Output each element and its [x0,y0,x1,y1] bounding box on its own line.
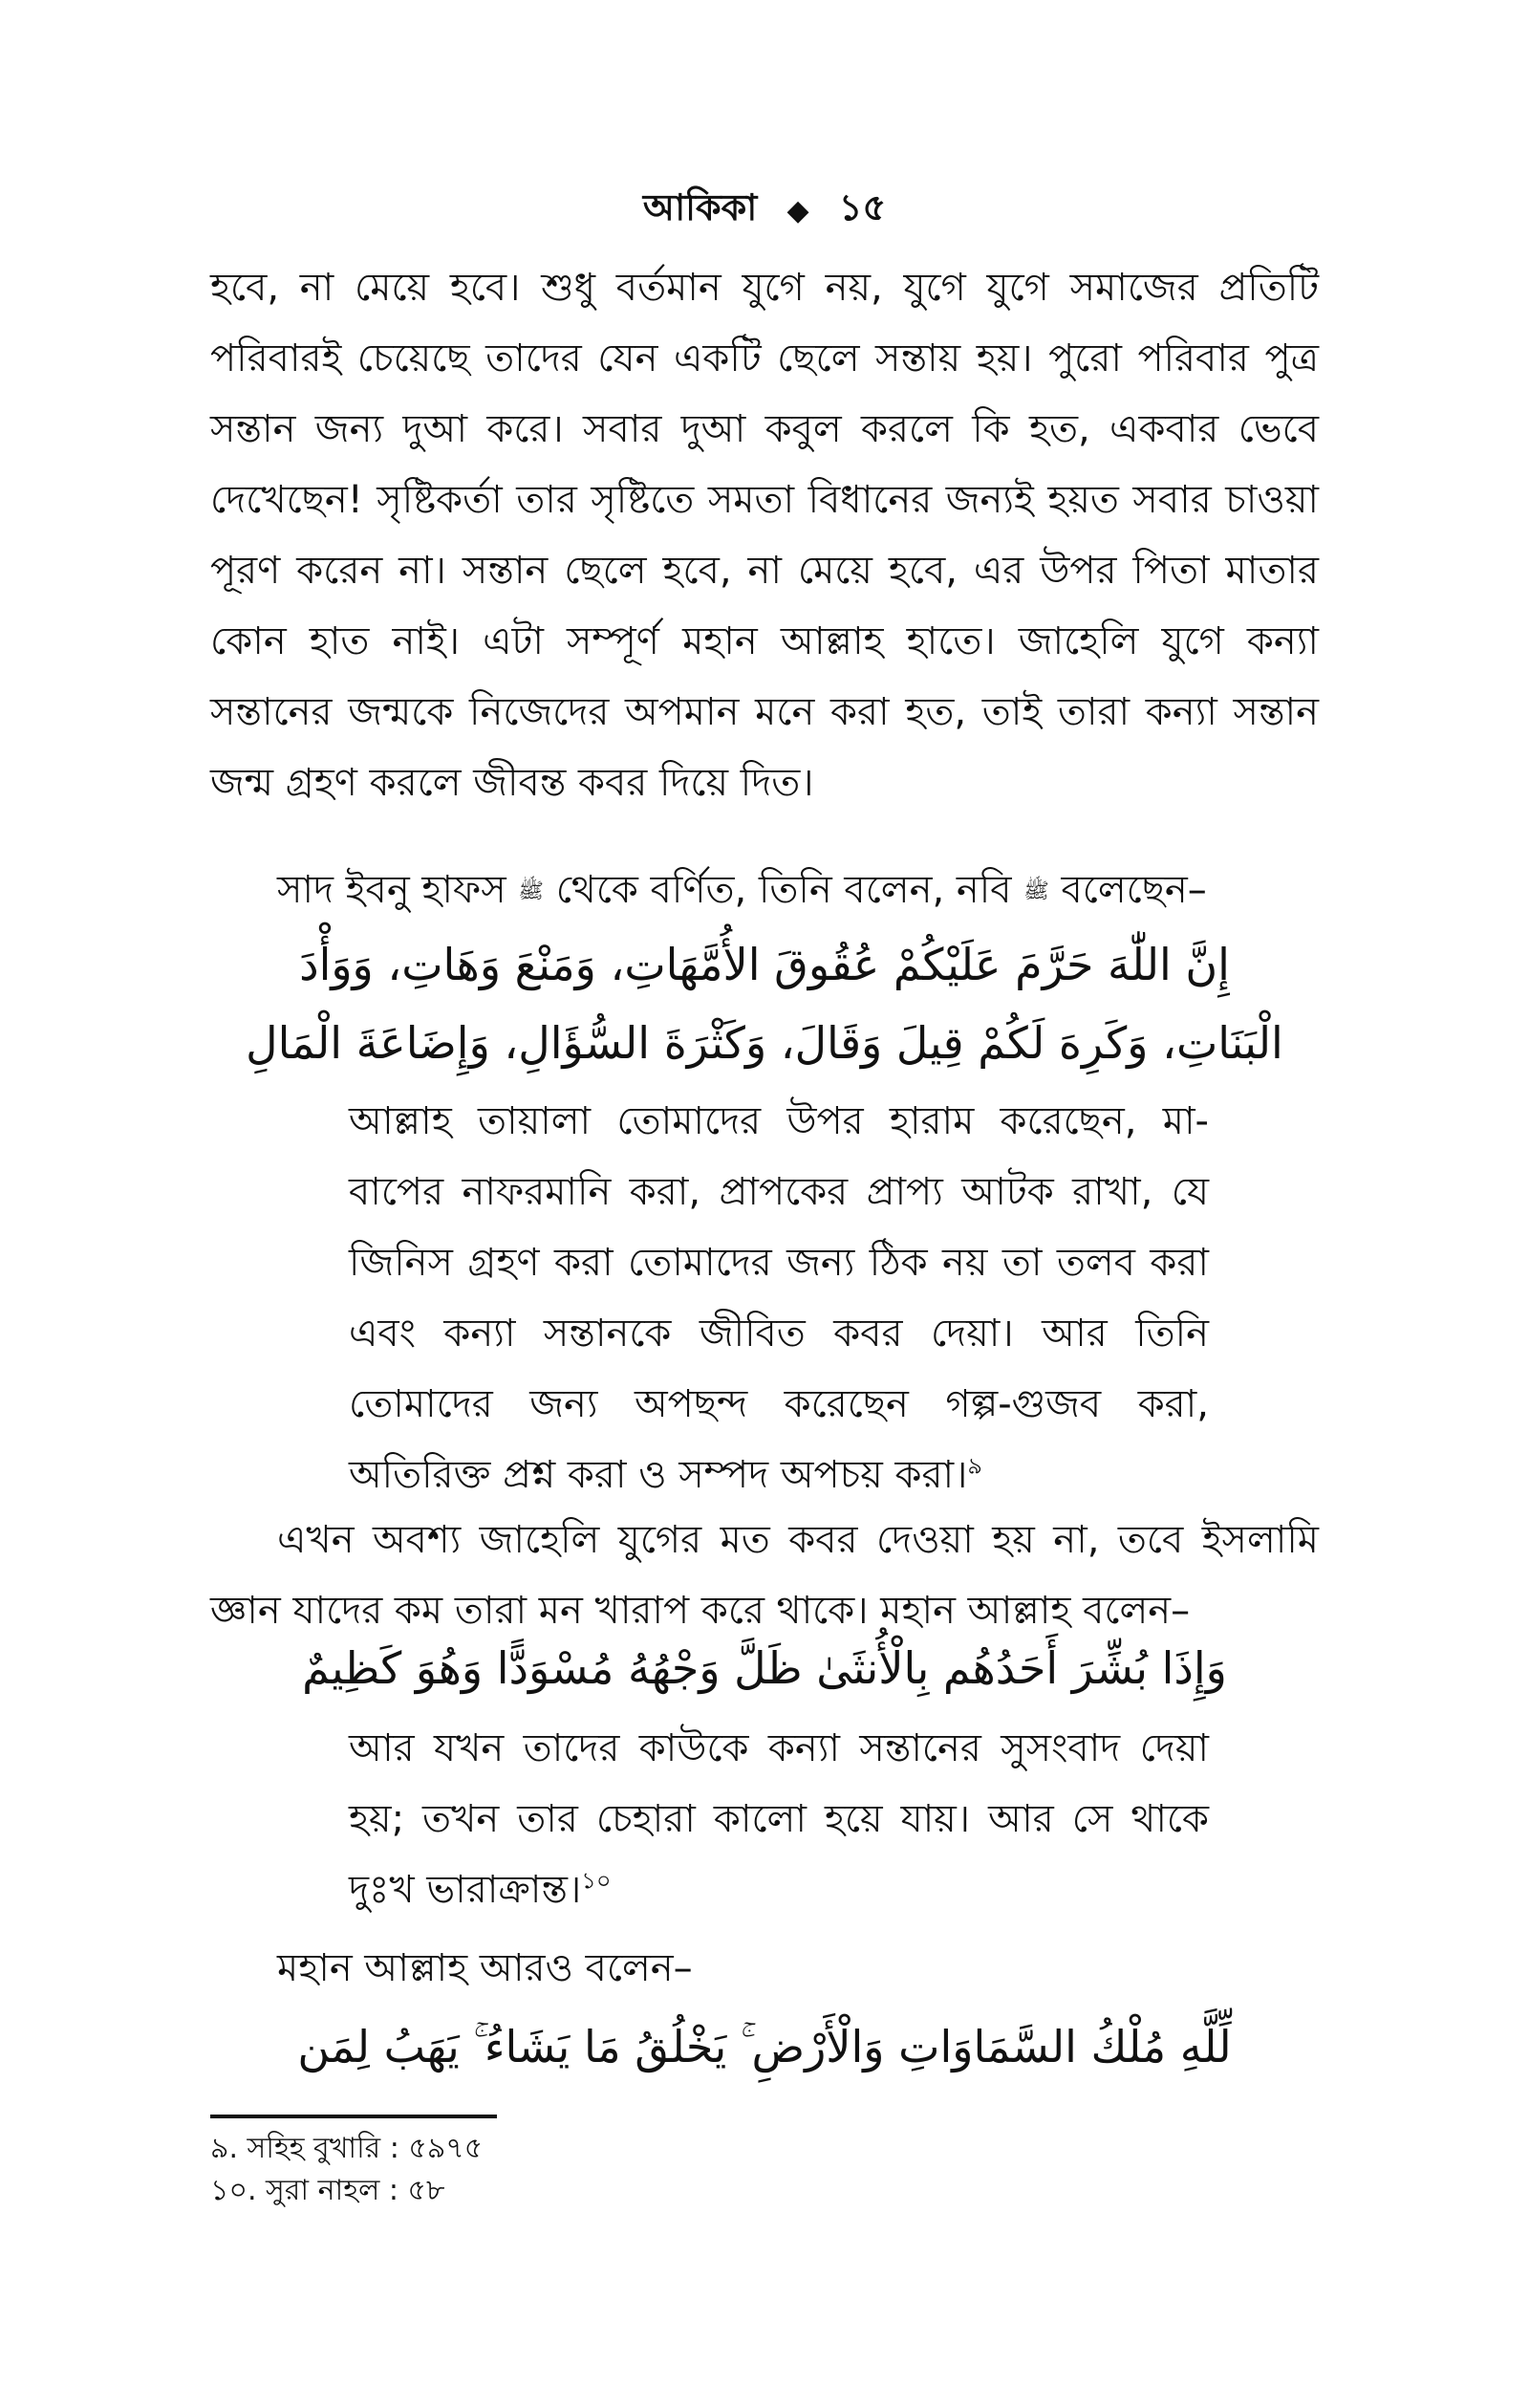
paragraph-middle: এখন অবশ্য জাহেলি যুগের মত কবর দেওয়া হয় না, তবে ইসলামি জ্ঞান যাদের কম তারা মন খারাপ করে থাকে। মহান আল্লাহ বলেন– [210,1518,1319,1633]
footnote-ref: ৯ [967,1452,982,1480]
narrator-text: সাদ ইবনু হাফস [277,868,506,912]
chapter-title: আকিকা [642,186,758,228]
quran-verse-2: لِّلَّهِ مُلْكُ السَّمَاوَاتِ وَالْأَرْضِ ۚ يَخْلُقُ مَا يَشَاءُ ۚ يَهَبُ لِمَن [297,2021,1232,2072]
quran-verse-1: وَإِذَا بُشِّرَ أَحَدُهُم بِالْأُنثَىٰ ظَلَّ وَجْهُهُ مُسْوَدًّا وَهُوَ كَظِيمٌ [302,1642,1227,1694]
running-header [0,180,1529,241]
page-number: ১৫ [838,186,887,228]
paragraph-intro: হবে, না মেয়ে হবে। শুধু বর্তমান যুগে নয়, যুগে যুগে সমাজের প্রতিটি পরিবারই চেয়েছে তাদের যেন একটি ছেলে সন্তায় হয়। পুরো পরিবার পুত্র সন্তান জন্য দুআ করে। সবার দুআ কবুল করলে কি হত, একবার ভেবে দেখেছেন! সৃষ্টিকর্তা তার সৃষ্টিতে সমতা বিধানের জন্যই হয়ত সবার চাওয়া পূরণ করেন না। সন্তান ছেলে হবে, না মেয়ে হবে, এর উপর পিতা মাতার কোন হাত নাই। এটা সম্পূর্ণ মহান আল্লাহ হাতে। জাহেলি যুগে কন্যা সন্তানের জন্মকে নিজেদের অপমান মনে করা হত, তাই তারা কন্যা সন্তান জন্ম গ্রহণ করলে জীবন্ত কবর দিয়ে দিত। [210,266,1319,805]
hadith-translation-text: আল্লাহ তায়ালা তোমাদের উপর হারাম করেছেন, মা-বাপের নাফরমানি করা, প্রাপকের প্রাপ্য আটক রাখা, যে জিনিস গ্রহণ করা তোমাদের জন্য ঠিক নয় তা তলব করা এবং কন্যা সন্তানকে জীবিত কবর দেয়া। আর তিনি তোমাদের জন্য অপছন্দ করেছেন গল্প-গুজব করা, অতিরিক্ত প্রশ্ন করা ও সম্পদ অপচয় করা। [349,1099,1209,1497]
footnote-divider [210,2115,497,2118]
hadith-arabic-line-2: الْبَنَاتِ، وَكَرِهَ لَكُمْ قِيلَ وَقَالَ، وَكَثْرَةَ السُّؤَالِ، وَإِضَاعَةَ الْمَالِ [246,1017,1283,1069]
salawat-icon: ﷺ [1023,879,1049,903]
hadith-arabic-line-1: إِنَّ اللّٰهَ حَرَّمَ عَلَيْكُمْ عُقُوقَ الأُمَّهَاتِ، وَمَنْعَ وَهَاتِ، وَوَأْدَ [299,939,1230,990]
said-text: বলেছেন– [1061,868,1207,912]
footnote-item: ১০. সুরা নাহল : ৫৮ [210,2174,445,2207]
paragraph-closing: মহান আল্লাহ আরও বলেন– [277,1946,693,1990]
footnote-item: ৯. সহিহ বুখারি : ৫৯৭৫ [210,2132,484,2165]
hadith-translation [349,1086,1209,1510]
quran-translation-text: আর যখন তাদের কাউকে কন্যা সন্তানের সুসংবাদ দেয়া হয়; তখন তার চেহারা কালো হয়ে যায়। আর সে থাকে দুঃখ ভারাক্রান্ত। [349,1726,1209,1912]
ornament-icon: ◆ [786,194,809,228]
quran-translation-1 [349,1713,1209,1925]
hadith-intro [210,855,1319,927]
footnote-ref: ১০ [581,1867,612,1895]
honorific-icon: ﷺ [518,879,544,903]
narration-text: থেকে বর্ণিত, তিনি বলেন, নবি [555,868,1012,912]
